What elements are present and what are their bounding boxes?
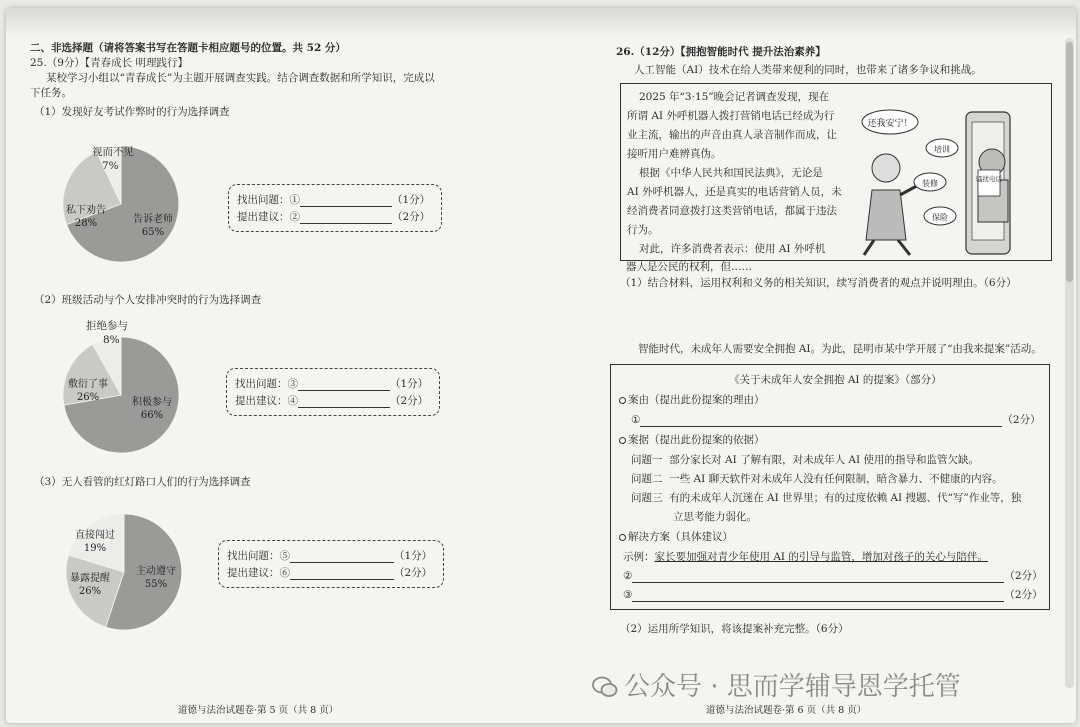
issue-1-text: 部分家长对 AI 了解有限，对未成年人 AI 使用的指导和监管欠缺。 <box>669 454 979 466</box>
bubble-2-text: 装修 <box>922 179 938 188</box>
solution-score-2: （2分） <box>1004 570 1043 582</box>
issue-3-cont: 立思考能力弱化。 <box>673 511 757 523</box>
solution-answer-line-2[interactable] <box>632 572 1004 583</box>
material-line-7: 经消费者同意拨打这类营销电话，都属于违法 <box>627 205 837 217</box>
box3-label-1: 找出问题：⑤ <box>227 550 290 562</box>
material-line-10: 器人是公民的权利，但…… <box>626 261 752 273</box>
material-line-4: 接听用户难辨真伪。 <box>627 148 722 160</box>
pie1-pct-2: 7% <box>102 160 119 172</box>
box2-score-1: （1分） <box>390 378 429 390</box>
answer-line-2[interactable] <box>300 213 392 224</box>
pie2-label-2: 拒绝参与 <box>86 320 128 332</box>
basis-head-row <box>619 433 765 447</box>
answer-line-6[interactable] <box>290 569 394 580</box>
solution-head-row <box>619 530 733 544</box>
bullet-circle-3 <box>619 534 626 541</box>
pie2-pct-2: 8% <box>103 334 120 346</box>
pie-chart-2 <box>56 331 186 461</box>
solution-row-2 <box>623 569 1043 583</box>
screen-sign <box>978 170 1000 196</box>
box2-score-2: （2分） <box>390 395 429 407</box>
issue-3-text: 有的未成年人沉迷在 AI 世界里；有的过度依赖 AI 搜题、代“写”作业等，独 <box>669 492 1022 504</box>
right-footer: 道德与法治试题卷·第 6 页（共 8 页） <box>706 705 867 716</box>
speech-bubble-text: 还我安宁！ <box>867 119 913 129</box>
pie1-label-3: 私下劝告 <box>66 205 106 216</box>
issue-2-text: 一些 AI 聊天软件对未成年人没有任何限制，暗含暴力、不健康的内容。 <box>669 473 1003 485</box>
wechat-icon <box>592 675 618 697</box>
pie3-pct-2: 19% <box>83 543 107 554</box>
reason-row <box>631 413 1041 427</box>
pie3-pct-3: 26% <box>78 586 102 597</box>
person-head <box>872 154 900 182</box>
bubble-1-text: 培训 <box>934 145 950 154</box>
box3-label-2: 提出建议：⑥ <box>227 567 290 579</box>
issue-2 <box>631 472 1003 486</box>
answer-line-3[interactable] <box>298 380 390 391</box>
q25-intro-2: 下任务。 <box>30 87 72 99</box>
material-line-9: 对此，许多消费者表示：使用 AI 外呼机 <box>639 243 826 255</box>
solution-row-3 <box>623 588 1043 602</box>
q26-intro: 人工智能（AI）技术在给人类带来便利的同时，也带来了诸多争议和挑战。 <box>634 64 982 76</box>
proposal-title: 《关于未成年人安全拥抱 AI 的提案》（部分） <box>729 374 942 386</box>
q26-head: 26.（12分）【拥抱智能时代 提升法治素养】 <box>616 46 826 58</box>
pie3-label-3: 暴露提醒 <box>70 573 110 584</box>
material-line-1: 2025 年“3·15”晚会记者调查发现，现在 <box>639 91 830 103</box>
left-footer: 道德与法治试题卷·第 5 页（共 8 页） <box>178 705 339 716</box>
q25-head: 25.（9分）【青春成长 明理践行】 <box>30 57 188 69</box>
answer-box-1 <box>228 184 442 232</box>
scrollbar-thumb[interactable] <box>1066 42 1073 282</box>
issue-3 <box>631 491 1021 505</box>
answer-line-4[interactable] <box>298 397 390 408</box>
bullet-circle-2 <box>619 437 626 444</box>
solution-answer-line-3[interactable] <box>632 591 1004 602</box>
pie-chart-3 <box>58 506 188 636</box>
pie3-label-2: 直接闯过 <box>75 530 115 541</box>
task-1: （1）结合材料，运用权利和义务的相关知识，续写消费者的观点并说明理由。（6分） <box>620 277 1017 289</box>
solution-head: 解决方案（具体建议） <box>628 531 733 543</box>
cartoon-illustration <box>854 90 1048 258</box>
basis-head: 案据（提出此份提案的依据） <box>628 434 765 446</box>
issue-3-tag: 问题三 <box>631 492 663 504</box>
person-body <box>866 190 906 240</box>
task-2: （2）运用所学知识，将该提案补充完整。（6分） <box>620 623 849 635</box>
box1-score-2: （2分） <box>392 211 431 223</box>
pie1-pct-3: 28% <box>74 218 98 229</box>
proposal-box <box>610 364 1050 610</box>
box1-score-1: （1分） <box>392 194 431 206</box>
exam-sheet <box>6 8 1076 723</box>
pie2-pct-3: 26% <box>76 392 100 403</box>
pie2-pct-1: 66% <box>140 410 164 421</box>
material-line-8: 行为。 <box>627 224 659 236</box>
solution-marker-2: ② <box>623 570 633 582</box>
reason-score: （2分） <box>1002 414 1041 426</box>
sub1-title: （1）发现好友考试作弊时的行为选择调查 <box>34 106 230 118</box>
sub2-title: （2）班级活动与个人安排冲突时的行为选择调查 <box>34 294 262 306</box>
screen-text: 骚扰电话 <box>976 175 1002 183</box>
pie3-label-1: 主动遵守 <box>136 566 176 577</box>
answer-box-3 <box>218 540 444 588</box>
watermark <box>592 666 961 703</box>
pie1-label-2: 视而不见 <box>92 146 134 158</box>
box3-score-1: （1分） <box>394 550 433 562</box>
material-line-5: 根据《中华人民共和国民法典》，无论是 <box>639 167 823 179</box>
pie2-label-1: 积极参与 <box>132 397 172 408</box>
issue-1 <box>631 453 979 467</box>
sub3-title: （3）无人看管的红灯路口人们的行为选择调查 <box>34 476 251 488</box>
example-text: 家长要加强对青少年使用 AI 的引导与监管，增加对孩子的关心与陪伴。 <box>654 551 988 563</box>
material-line-6: AI 外呼机器人，还是真实的电话营销人员，未 <box>627 186 842 198</box>
section-title: 二、非选择题（请将答案书写在答题卡相应题号的位置。共 52 分） <box>30 42 346 54</box>
answer-box-2 <box>226 368 440 416</box>
example-tag: 示例： <box>623 551 655 563</box>
reason-head: 案由（提出此份提案的理由） <box>628 394 765 406</box>
pie2-label-3: 敷衍了事 <box>68 379 108 390</box>
pie3-pct-1: 55% <box>144 579 168 590</box>
pie-chart-1 <box>58 144 188 264</box>
reason-marker: ① <box>631 414 641 426</box>
reason-head-row <box>619 393 765 407</box>
reason-answer-line[interactable] <box>640 416 1002 427</box>
solution-marker-3: ③ <box>623 589 633 601</box>
watermark-text: 公众号 · 思而学辅导恩学托管 <box>624 672 961 702</box>
solution-score-3: （2分） <box>1004 589 1043 601</box>
issue-2-tag: 问题二 <box>631 473 663 485</box>
bullet-circle-1 <box>619 397 626 404</box>
material-line-2: 所谓 AI 外呼机器人拨打营销电话已经成为行 <box>627 110 835 122</box>
answer-line-5[interactable] <box>290 552 394 563</box>
answer-line-1[interactable] <box>300 196 392 207</box>
bubble-3-text: 保险 <box>932 213 948 222</box>
box1-label-2: 提出建议：② <box>237 211 300 223</box>
q25-intro-1: 某校学习小组以“青春成长”为主题开展调查实践。结合调查数据和所学知识，完成以 <box>46 72 435 84</box>
example-row <box>623 550 988 564</box>
issue-1-tag: 问题一 <box>631 454 663 466</box>
transition-text: 智能时代，未成年人需要安全拥抱 AI。为此，昆明市某中学开展了“由我来提案”活动。 <box>638 343 1042 355</box>
box3-score-2: （2分） <box>394 567 433 579</box>
box1-label-1: 找出问题：① <box>237 194 300 206</box>
pie1-pct-1: 65% <box>141 227 165 238</box>
top-shadow <box>6 8 1076 38</box>
box2-label-2: 提出建议：④ <box>235 395 298 407</box>
box2-label-1: 找出问题：③ <box>235 378 298 390</box>
pie1-label-1: 告诉老师 <box>133 214 173 225</box>
material-line-3: 业主流，输出的声音由真人录音制作而成，让 <box>627 129 837 141</box>
